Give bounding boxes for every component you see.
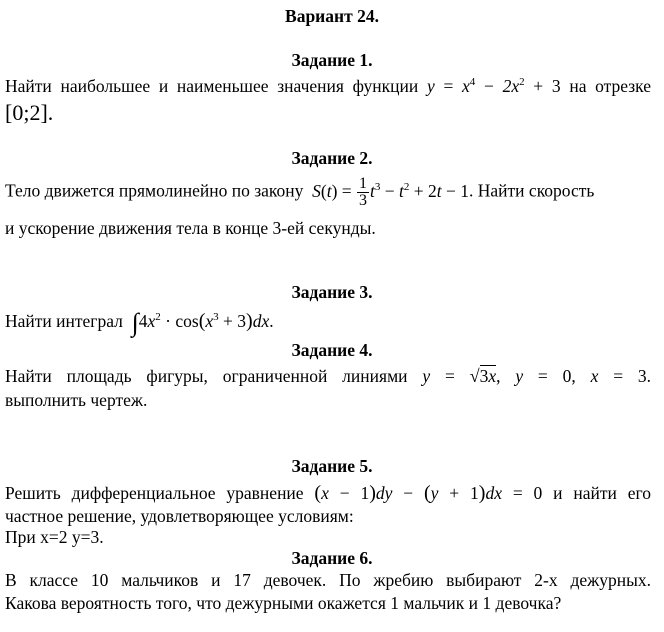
task-1-text: Найти наибольшее и наименьшее значения функции bbox=[5, 76, 419, 96]
variant-title: Вариант 24. bbox=[285, 6, 379, 26]
task-5-text: Решить дифференциальное уравнение bbox=[5, 483, 304, 503]
task-3-line-1 bbox=[5, 308, 651, 338]
task-3-heading: Задание 3. bbox=[291, 282, 373, 302]
task-4-text: Найти площадь фигуры, ограниченной линиями bbox=[5, 366, 408, 386]
task-1-interval-value: [0;2]. bbox=[5, 100, 54, 125]
task-5-line-3: При x=2 y=3. bbox=[5, 527, 104, 547]
task-2-formula: S(t) = $\frac{1}{3}$ $t^3 - t^2 + 2t - 1$ bbox=[307, 175, 470, 209]
task-5-line-1 bbox=[5, 482, 651, 505]
task-4-heading: Задание 4. bbox=[291, 340, 373, 360]
task-2-line-2: и ускорение движения тела в конце 3-ей секунды. bbox=[5, 218, 376, 238]
task-5-heading: Задание 5. bbox=[291, 456, 373, 476]
task-2-heading: Задание 2. bbox=[291, 148, 373, 168]
task-6-line-1: В классе 10 мальчиков и 17 девочек. По жребию выбирают 2-х дежурных. bbox=[5, 570, 651, 590]
task-6-line-2: Какова вероятность того, что дежурными окажется 1 мальчик и 1 девочка? bbox=[5, 593, 562, 613]
task-1-line-1 bbox=[5, 76, 651, 97]
task-4-text-after: . bbox=[646, 366, 652, 386]
task-2-text-after: . Найти скорость bbox=[469, 180, 595, 201]
task-6-heading: Задание 6. bbox=[291, 548, 373, 568]
task-5-text-after: и найти его bbox=[553, 483, 651, 503]
task-1-interval bbox=[5, 100, 651, 126]
task-4-line-1 bbox=[5, 366, 651, 387]
task-5-line-2: частное решение, удовлетворяющее условиям: bbox=[5, 506, 354, 526]
task-4-formula: y = √3x, y = 0, x = 3. bbox=[422, 366, 652, 386]
task-3-text-after: . bbox=[269, 311, 274, 331]
task-3-text: Найти интеграл bbox=[5, 311, 123, 331]
task-1-formula: $y = x^4 - 2x^2 + 3$ bbox=[426, 76, 561, 96]
task-3-formula: $\int 4x^2 \cdot \cos(x^3 + 3)dx$ bbox=[131, 308, 270, 337]
task-2-text: Тело движется прямолинейно по закону bbox=[5, 180, 304, 201]
task-2-line-1 bbox=[5, 176, 651, 209]
task-1-text-after: на отрезке bbox=[569, 76, 652, 96]
task-4-line-2: выполнить чертеж. bbox=[5, 390, 148, 410]
task-1-heading: Задание 1. bbox=[291, 50, 373, 70]
task-5-formula: (x − 1)dy − (y + 1)dx = 0 bbox=[314, 482, 543, 504]
